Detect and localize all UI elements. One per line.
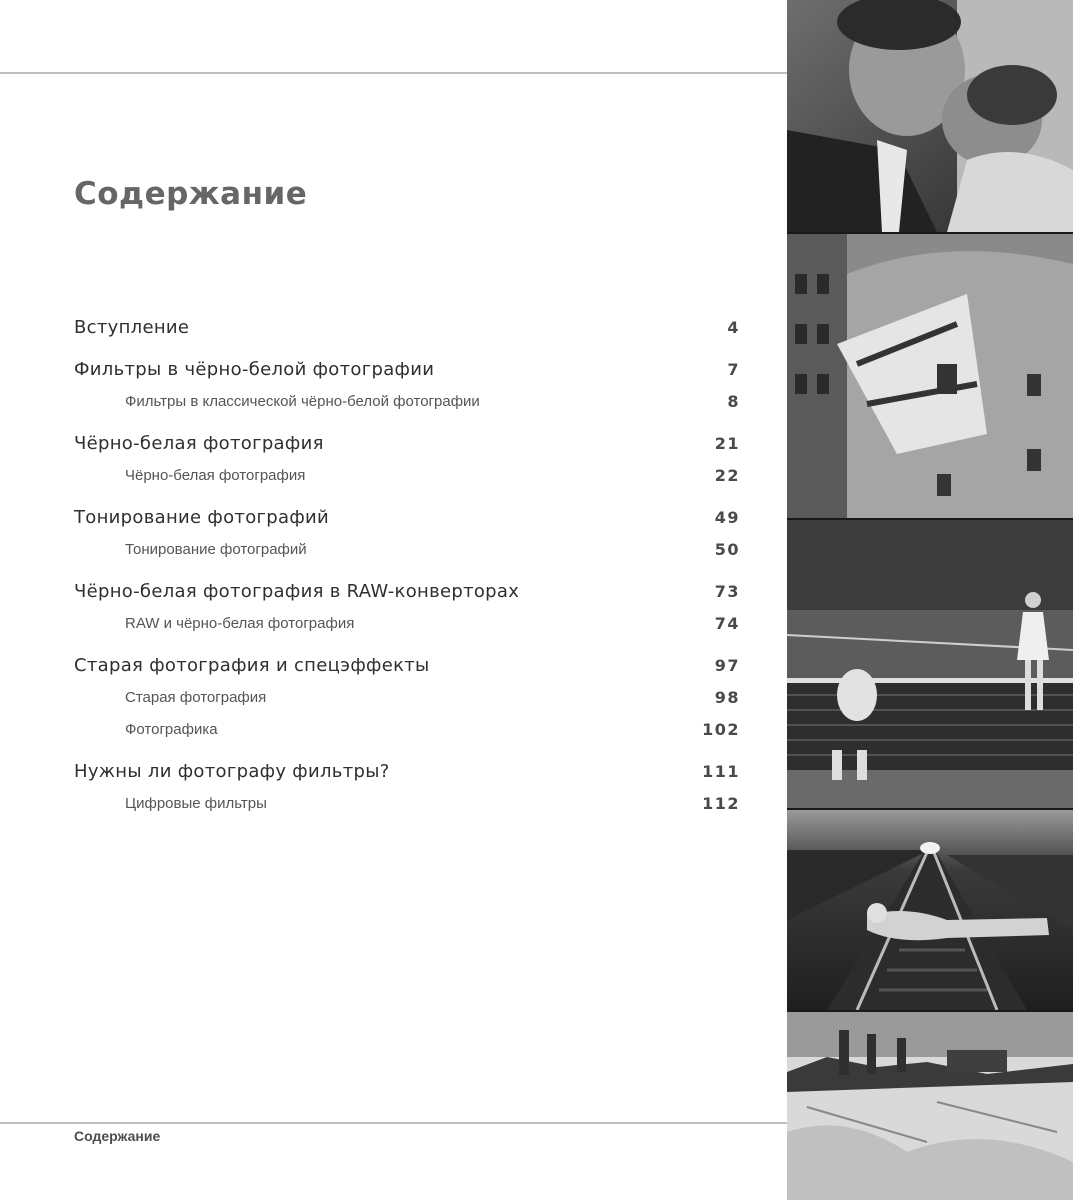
toc-entry-title: RAW и чёрно-белая фотография	[125, 615, 355, 632]
toc-entry-page-number: 21	[714, 434, 740, 453]
toc-chapter-entry[interactable]	[74, 576, 740, 608]
bottom-divider	[0, 1122, 787, 1124]
toc-entry-page-number: 49	[714, 508, 740, 527]
toc-entry-title: Чёрно-белая фотография	[125, 467, 306, 484]
photo-snow-towers	[787, 1012, 1073, 1200]
toc-entry-title: Вступление	[74, 317, 190, 338]
photo-mural	[787, 234, 1073, 518]
toc-entry-page-number: 8	[727, 392, 740, 411]
toc-entry-page-number: 22	[714, 466, 740, 485]
toc-section-entry[interactable]	[74, 682, 740, 714]
toc-entry-page-number: 97	[714, 656, 740, 675]
toc-section-entry[interactable]	[74, 460, 740, 492]
photo-tennis	[787, 520, 1073, 808]
footer-section-label: Содержание	[74, 1128, 161, 1144]
toc-chapter-entry[interactable]	[74, 502, 740, 534]
toc-entry-title: Старая фотография и спецэффекты	[74, 655, 430, 676]
toc-section-entry[interactable]	[74, 534, 740, 566]
toc-entry-page-number: 112	[702, 794, 740, 813]
toc-chapter-entry[interactable]	[74, 312, 740, 344]
toc-entry-title: Нужны ли фотографу фильтры?	[74, 761, 390, 782]
toc-entry-page-number: 50	[714, 540, 740, 559]
toc-entry-title: Фильтры в чёрно-белой фотографии	[74, 359, 435, 380]
toc-entry-title: Тонирование фотографий	[125, 541, 307, 558]
toc-entry-title: Чёрно-белая фотография в RAW-конверторах	[74, 581, 520, 602]
toc-section-entry[interactable]	[74, 714, 740, 746]
toc-entry-page-number: 4	[727, 318, 740, 337]
toc-entry-title: Чёрно-белая фотография	[74, 433, 324, 454]
toc-section-entry[interactable]	[74, 608, 740, 640]
toc-entry-page-number: 73	[714, 582, 740, 601]
toc-chapter-entry[interactable]	[74, 354, 740, 386]
toc-entry-title: Цифровые фильтры	[125, 795, 267, 812]
toc-entry-title: Фотографика	[125, 721, 218, 738]
toc-entry-page-number: 98	[714, 688, 740, 707]
toc-chapter-entry[interactable]	[74, 650, 740, 682]
toc-section-entry[interactable]	[74, 386, 740, 418]
page-title: Содержание	[74, 176, 308, 212]
toc-chapter-entry[interactable]	[74, 428, 740, 460]
toc-entry-page-number: 74	[714, 614, 740, 633]
top-divider	[0, 72, 787, 74]
toc-entry-title: Старая фотография	[125, 689, 267, 706]
photo-couple	[787, 0, 1073, 232]
toc-entry-page-number: 102	[702, 720, 740, 739]
table-of-contents	[74, 312, 740, 820]
toc-section-entry[interactable]	[74, 788, 740, 820]
photo-strip	[787, 0, 1073, 1200]
toc-entry-page-number: 7	[727, 360, 740, 379]
photo-railway	[787, 810, 1073, 1010]
toc-chapter-entry[interactable]	[74, 756, 740, 788]
toc-entry-title: Фильтры в классической чёрно-белой фотографии	[125, 393, 480, 410]
toc-entry-title: Тонирование фотографий	[74, 507, 330, 528]
toc-entry-page-number: 111	[702, 762, 740, 781]
